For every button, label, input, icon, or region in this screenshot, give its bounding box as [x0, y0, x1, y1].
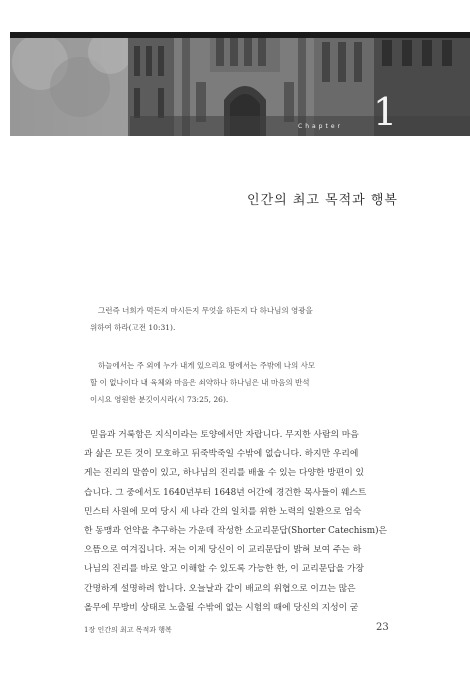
page-number: 23: [376, 622, 389, 633]
chapter-title: 인간의 최고 목적과 행복: [247, 193, 398, 208]
chapter-label: Chapter: [298, 123, 343, 130]
cathedral-illustration: [10, 32, 470, 136]
body-line: 한 동맹과 언약을 추구하는 가운데 작성한 소교리문답(Shorter Catechism)은: [84, 526, 388, 537]
chapter-header-photo: [10, 32, 470, 136]
running-footer-title: 1장 인간의 최고 목적과 행복: [84, 626, 172, 634]
quote-line: 할 이 없나이다 내 육체와 마음은 쇠약하나 하나님은 내 마음의 반석: [90, 378, 310, 387]
quote-line: 그런즉 너희가 먹든지 마시든지 무엇을 하든지 다 하나님의 영광을: [98, 306, 313, 315]
epigraph-quote: [90, 302, 390, 336]
body-line: 게는 진리의 말씀이 있고, 하나님의 진리를 배울 수 있는 다양한 방편이 있: [84, 468, 364, 479]
body-line: 으뜸으로 여겨집니다. 저는 이제 당신이 이 교리문답이 밝혀 보여 주는 하: [84, 545, 362, 556]
header-dark-bar: [10, 32, 470, 38]
body-line: 믿음과 거룩함은 지식이라는 토양에서만 자랍니다. 무지한 사람의 마음: [90, 430, 359, 440]
quote-line: 위하여 하라(고전 10:31).: [90, 323, 176, 332]
quote-line: 이시요 영원한 분깃이시라(시 73:25, 26).: [90, 395, 229, 404]
body-line: 간명하게 설명하려 합니다. 오늘날과 같이 배교의 위협으로 이끄는 많은: [84, 583, 356, 594]
quote-line: 하늘에서는 주 외에 누가 내게 있으리요 땅에서는 주밖에 나의 사모: [98, 361, 316, 370]
epigraph-quote: [90, 357, 390, 408]
chapter-number: 1: [373, 90, 398, 134]
body-line: 과 삶은 모든 것이 모호하고 뒤죽박죽일 수밖에 없습니다. 하지만 우리에: [84, 449, 359, 460]
body-paragraph: [84, 426, 396, 618]
body-line: 나님의 진리를 바로 알고 이해할 수 있도록 가능한 한, 이 교리문답을 가장: [84, 564, 364, 575]
body-line: 올무에 무방비 상태로 노출될 수밖에 없는 시험의 때에 당신의 지성이 굳: [84, 602, 359, 613]
body-line: 민스터 사원에 모여 당시 세 나라 간의 일치를 위한 노력의 일환으로 엄숙: [84, 506, 362, 517]
body-line: 습니다. 그 중에서도 1640년부터 1648년 어간에 경건한 목사들이 웨스트: [84, 487, 367, 498]
